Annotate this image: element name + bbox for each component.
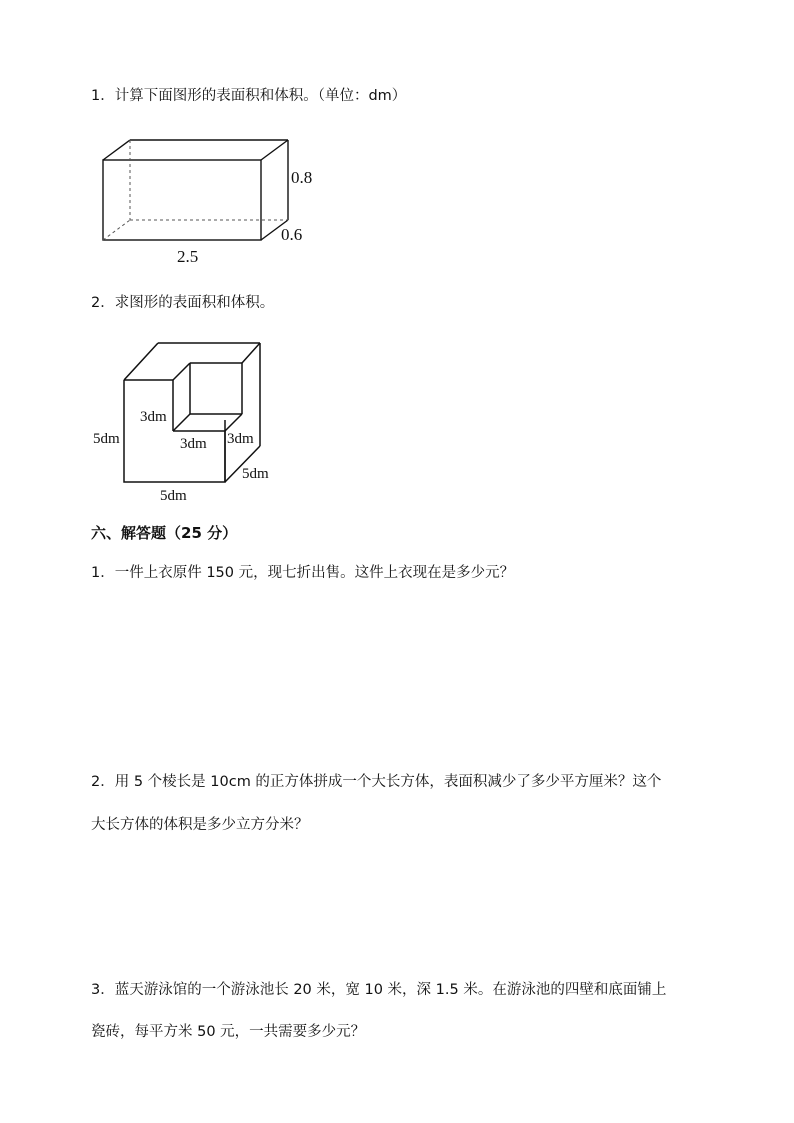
cube-depth-label: 5dm: [242, 466, 269, 482]
question-6-1-text: 1．一件上衣原件 150 元，现七折出售。这件上衣现在是多少元？: [91, 565, 515, 581]
cube-left-label: 5dm: [93, 431, 120, 447]
cube-edge: [124, 343, 158, 380]
notch-bottom-label: 3dm: [180, 436, 207, 452]
notch-edge: [173, 363, 190, 380]
cuboid-edge: [261, 140, 288, 160]
notch-right-label: 3dm: [227, 431, 254, 447]
notched-cube-figure: [90, 335, 290, 510]
question-6-3-line2: 瓷砖，每平方米 50 元，一共需要多少元？: [91, 1024, 366, 1040]
notch-edge: [173, 414, 190, 431]
section-6-heading: 六、解答题（25 分）: [91, 524, 238, 542]
cuboid-length-label: 2.5: [177, 247, 199, 266]
question-5-2-text: 2．求图形的表面积和体积。: [91, 295, 275, 311]
notch-vertical-label: 3dm: [140, 409, 167, 425]
cube-bottom-label: 5dm: [160, 488, 187, 504]
cuboid-height-label: 0.8: [291, 168, 313, 187]
cuboid-width-label: 0.6: [281, 225, 303, 244]
cuboid-edge: [103, 140, 130, 160]
notch-edge: [225, 414, 242, 431]
cuboid-figure: [95, 130, 335, 270]
cuboid-front-face: [103, 160, 261, 240]
question-6-2-line2: 大长方体的体积是多少立方分米？: [91, 817, 309, 833]
question-5-1-text: 1．计算下面图形的表面积和体积。（单位：dm）: [91, 88, 407, 104]
cuboid-hidden-edge: [103, 220, 130, 240]
question-6-2-line1: 2．用 5 个棱长是 10cm 的正方体拼成一个大长方体，表面积减少了多少平方厘米？这个: [91, 774, 662, 790]
notch-edge: [242, 343, 260, 363]
question-6-3-line1: 3．蓝天游泳馆的一个游泳池长 20 米，宽 10 米，深 1.5 米。在游泳池的四壁和底面铺上: [91, 982, 667, 998]
